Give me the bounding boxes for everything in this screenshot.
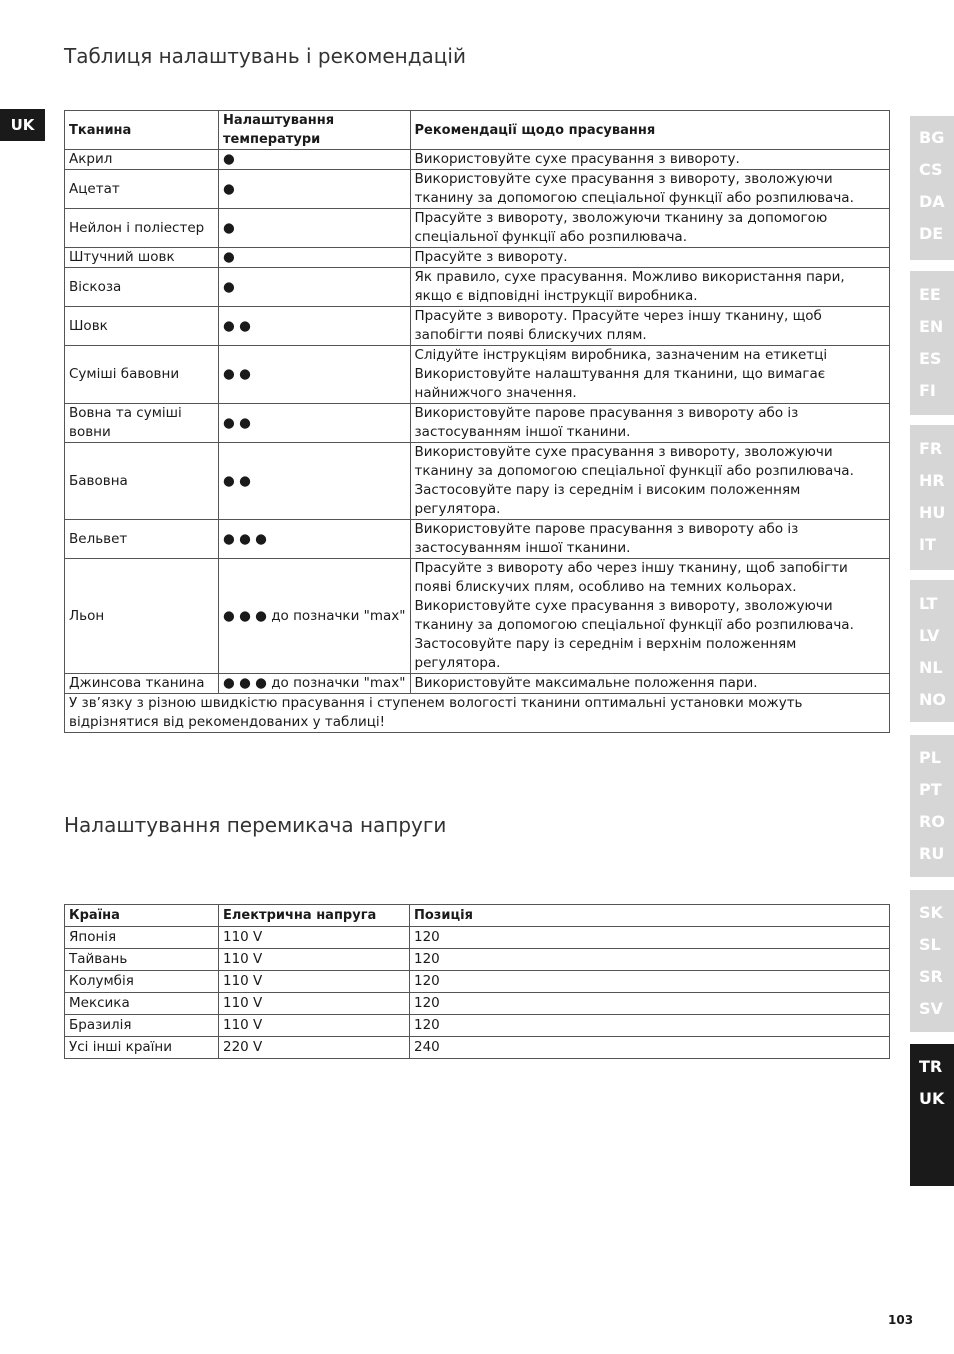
lang-tab-ru[interactable]: RU	[919, 844, 945, 863]
lang-tab-de[interactable]: DE	[919, 224, 944, 243]
lang-tab-ro[interactable]: RO	[919, 812, 945, 831]
header-temperature: Налаштування температури	[219, 111, 411, 150]
language-index-group-1	[910, 116, 954, 260]
recommendation-cell: Використовуйте сухе прасування з вивороту.	[410, 150, 890, 170]
lang-tab-it[interactable]: IT	[919, 535, 936, 554]
lang-tab-cs[interactable]: CS	[919, 160, 943, 179]
lang-tab-es[interactable]: ES	[919, 349, 942, 368]
recommendation-cell: Слідуйте інструкціям виробника, зазначеним на етикетці Використовуйте налаштування для тканини, що вимагає найнижчого значення.	[410, 346, 890, 404]
table-row	[65, 993, 890, 1015]
position-cell: 120	[410, 971, 890, 993]
language-index-group-7	[910, 1044, 954, 1186]
table-row	[65, 248, 890, 268]
table-row	[65, 268, 890, 307]
table-row	[65, 674, 890, 694]
fabric-cell: Вельвет	[65, 520, 219, 559]
header-fabric: Тканина	[65, 111, 219, 150]
lang-tab-fr[interactable]: FR	[919, 439, 943, 458]
table-footnote: У зв’язку з різною швидкістю прасування і ступенем вологості тканини оптимальні установки можуть відрізнятися від рекомендованих у таблиці!	[65, 694, 890, 733]
lang-tab-no[interactable]: NO	[919, 690, 946, 709]
fabric-cell: Штучний шовк	[65, 248, 219, 268]
voltage-cell: 110 V	[219, 1015, 410, 1037]
table-row	[65, 209, 890, 248]
lang-tab-lt[interactable]: LT	[919, 594, 938, 613]
page-number: 103	[888, 1313, 914, 1327]
table-row	[65, 520, 890, 559]
voltage-cell: 110 V	[219, 993, 410, 1015]
table-row	[65, 443, 890, 520]
lang-tab-sv[interactable]: SV	[919, 999, 943, 1018]
table-header-row	[65, 905, 890, 927]
fabric-cell: Вовна та суміші вовни	[65, 404, 219, 443]
recommendation-cell: Прасуйте з вивороту. Прасуйте через іншу тканину, щоб запобігти появі блискучих плям.	[410, 307, 890, 346]
recommendation-cell: Як правило, сухе прасування. Можливо використання пари, якщо є відповідні інструкції виробника.	[410, 268, 890, 307]
lang-tab-fi[interactable]: FI	[919, 381, 936, 400]
language-index-group-6	[910, 890, 954, 1032]
lang-tab-pt[interactable]: PT	[919, 780, 942, 799]
lang-tab-da[interactable]: DA	[919, 192, 945, 211]
header-position: Позиція	[410, 905, 890, 927]
temperature-cell: ●	[219, 150, 411, 170]
lang-tab-sk[interactable]: SK	[919, 903, 943, 922]
temperature-cell: ● ● ● до позначки "max"	[219, 559, 411, 674]
country-cell: Мексика	[65, 993, 219, 1015]
language-index-group-4	[910, 580, 954, 722]
fabric-cell: Шовк	[65, 307, 219, 346]
language-index-group-5	[910, 735, 954, 877]
recommendation-cell: Використовуйте сухе прасування з вивороту, зволожуючи тканину за допомогою спеціальної функції або розпилювача. Застосовуйте пару із середнім і високим положенням регулятора.	[410, 443, 890, 520]
voltage-cell: 110 V	[219, 971, 410, 993]
table-row	[65, 170, 890, 209]
recommendation-cell: Прасуйте з вивороту або через іншу тканину, щоб запобігти появі блискучих плям, особливо на темних кольорах. Використовуйте сухе прасування з вивороту, зволожуючи тканину за допомогою спеціальної функції або розпилювача. Застосовуйте пару із середнім і верхнім положенням регулятора.	[410, 559, 890, 674]
position-cell: 120	[410, 993, 890, 1015]
table-row	[65, 404, 890, 443]
temperature-cell: ●	[219, 209, 411, 248]
country-cell: Бразилія	[65, 1015, 219, 1037]
fabric-cell: Суміші бавовни	[65, 346, 219, 404]
section-title-settings: Таблиця налаштувань і рекомендацій	[64, 44, 466, 68]
temperature-cell: ●	[219, 268, 411, 307]
header-voltage: Електрична напруга	[219, 905, 410, 927]
lang-tab-ee[interactable]: EE	[919, 285, 941, 304]
language-badge: UK	[0, 109, 45, 141]
temperature-cell: ● ● ● до позначки "max"	[219, 674, 411, 694]
language-index-group-3	[910, 425, 954, 570]
temperature-cell: ● ●	[219, 346, 411, 404]
country-cell: Тайвань	[65, 949, 219, 971]
fabric-cell: Нейлон і поліестер	[65, 209, 219, 248]
recommendation-cell: Використовуйте парове прасування з вивороту або із застосуванням іншої тканини.	[410, 404, 890, 443]
temperature-cell: ● ●	[219, 443, 411, 520]
country-cell: Японія	[65, 927, 219, 949]
lang-tab-sl[interactable]: SL	[919, 935, 941, 954]
voltage-cell: 220 V	[219, 1037, 410, 1059]
fabric-cell: Джинсова тканина	[65, 674, 219, 694]
recommendation-cell: Прасуйте з вивороту, зволожуючи тканину за допомогою спеціальної функції або розпилювача.	[410, 209, 890, 248]
lang-tab-lv[interactable]: LV	[919, 626, 940, 645]
header-country: Країна	[65, 905, 219, 927]
language-index-group-2	[910, 271, 954, 415]
fabric-cell: Льон	[65, 559, 219, 674]
recommendation-cell: Використовуйте максимальне положення пари.	[410, 674, 890, 694]
position-cell: 120	[410, 1015, 890, 1037]
country-cell: Усі інші країни	[65, 1037, 219, 1059]
voltage-table	[64, 904, 890, 1059]
table-row	[65, 1015, 890, 1037]
fabric-cell: Віскоза	[65, 268, 219, 307]
table-row	[65, 949, 890, 971]
fabric-cell: Бавовна	[65, 443, 219, 520]
lang-tab-sr[interactable]: SR	[919, 967, 943, 986]
temperature-cell: ● ●	[219, 404, 411, 443]
table-row	[65, 346, 890, 404]
lang-tab-hu[interactable]: HU	[919, 503, 946, 522]
lang-tab-hr[interactable]: HR	[919, 471, 945, 490]
section-title-voltage: Налаштування перемикача напруги	[64, 813, 447, 837]
table-row	[65, 307, 890, 346]
lang-tab-en[interactable]: EN	[919, 317, 944, 336]
temperature-cell: ● ●	[219, 307, 411, 346]
settings-table	[64, 110, 890, 733]
lang-tab-bg[interactable]: BG	[919, 128, 945, 147]
fabric-cell: Ацетат	[65, 170, 219, 209]
recommendation-cell: Використовуйте парове прасування з вивороту або із застосуванням іншої тканини.	[410, 520, 890, 559]
table-row	[65, 927, 890, 949]
table-row	[65, 559, 890, 674]
voltage-cell: 110 V	[219, 927, 410, 949]
voltage-cell: 110 V	[219, 949, 410, 971]
fabric-cell: Акрил	[65, 150, 219, 170]
country-cell: Колумбія	[65, 971, 219, 993]
header-recommendations: Рекомендації щодо прасування	[410, 111, 890, 150]
lang-tab-nl[interactable]: NL	[919, 658, 943, 677]
position-cell: 240	[410, 1037, 890, 1059]
lang-tab-pl[interactable]: PL	[919, 748, 941, 767]
position-cell: 120	[410, 927, 890, 949]
recommendation-cell: Прасуйте з вивороту.	[410, 248, 890, 268]
table-footnote-row	[65, 694, 890, 733]
temperature-cell: ● ● ●	[219, 520, 411, 559]
table-row	[65, 1037, 890, 1059]
temperature-cell: ●	[219, 170, 411, 209]
table-row	[65, 150, 890, 170]
lang-tab-tr[interactable]: TR	[919, 1057, 943, 1076]
recommendation-cell: Використовуйте сухе прасування з вивороту, зволожуючи тканину за допомогою спеціальної функції або розпилювача.	[410, 170, 890, 209]
position-cell: 120	[410, 949, 890, 971]
temperature-cell: ●	[219, 248, 411, 268]
table-header-row	[65, 111, 890, 150]
lang-tab-uk[interactable]: UK	[919, 1089, 945, 1108]
table-row	[65, 971, 890, 993]
